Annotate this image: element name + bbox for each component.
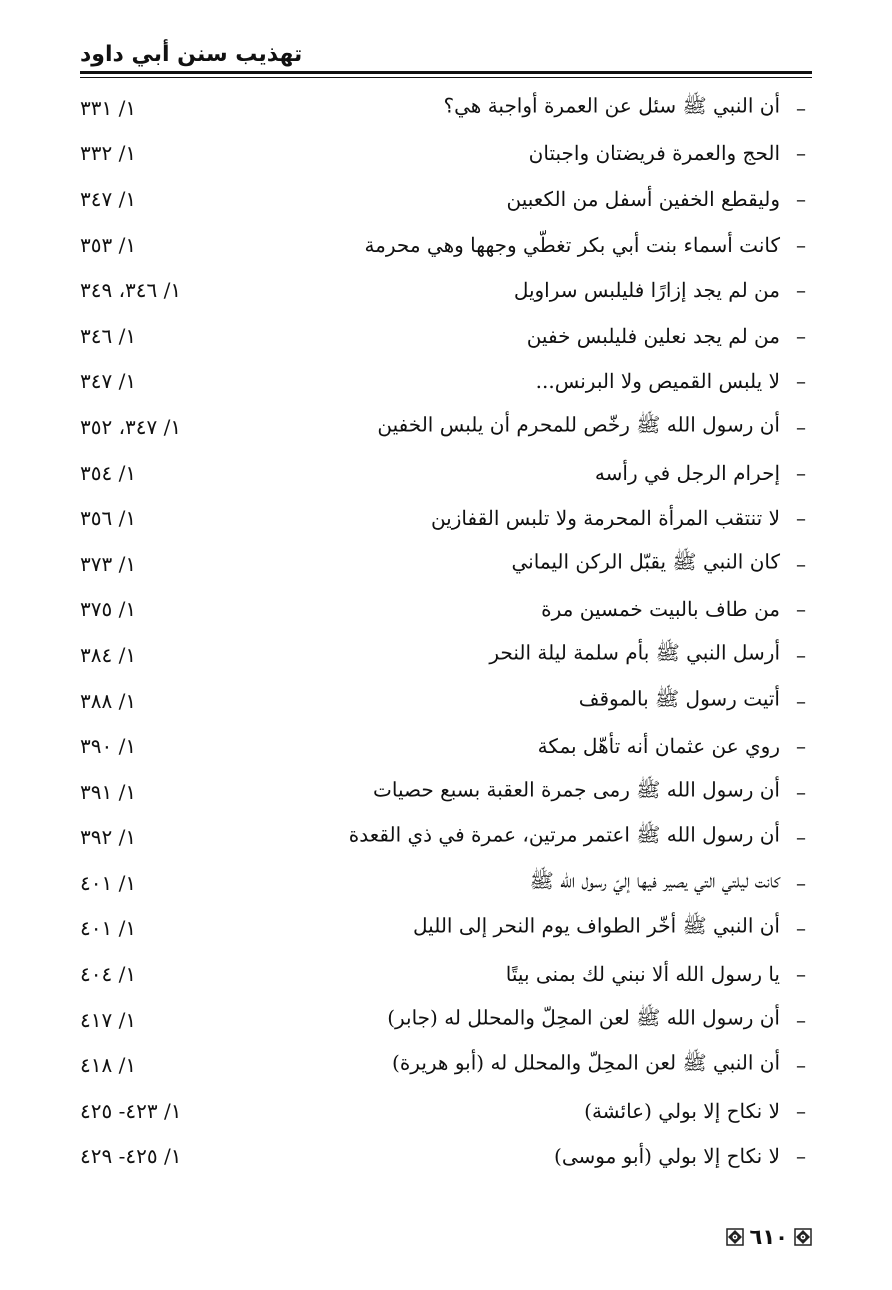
index-entry	[80, 176, 812, 222]
index-entry	[80, 632, 812, 678]
entry-hadith-text: أن النبي ﷺ سئل عن العمرة أواجبة هي؟	[443, 93, 780, 118]
index-entry	[80, 85, 812, 131]
index-entry	[80, 997, 812, 1043]
entry-bullet-dash: –	[796, 734, 806, 759]
entry-hadith-text: من لم يجد نعلين فليلبس خفين	[526, 323, 780, 348]
entry-bullet-dash: –	[796, 414, 806, 439]
entry-bullet-dash: –	[796, 916, 806, 941]
entry-page-reference: ١/ ٤٢٥- ٤٢٩	[80, 1144, 182, 1169]
running-header-title: تهذيب سنن أبي داود	[80, 42, 303, 67]
index-entry	[80, 267, 812, 313]
header-rule-thick	[80, 71, 812, 74]
page-header	[80, 38, 812, 78]
entry-page-reference: ١/ ٣٩١	[80, 779, 137, 804]
entry-bullet-dash: –	[796, 1007, 806, 1032]
entry-hadith-text: من لم يجد إزارًا فليلبس سراويل	[513, 278, 780, 303]
entry-page-reference: ١/ ٣٧٣	[80, 551, 137, 576]
entry-hadith-text: روي عن عثمان أنه تأهّل بمكة	[537, 734, 780, 759]
floral-ornament-icon	[726, 1228, 744, 1246]
entry-page-reference: ١/ ٣٤٧، ٣٥٢	[80, 414, 182, 439]
index-entry	[80, 815, 812, 861]
index-entry	[80, 1042, 812, 1088]
entry-page-reference: ١/ ٤١٧	[80, 1007, 137, 1032]
entry-page-reference: ١/ ٤١٨	[80, 1053, 137, 1078]
entry-bullet-dash: –	[796, 779, 806, 804]
floral-ornament-icon	[794, 1228, 812, 1246]
entry-bullet-dash: –	[796, 460, 806, 485]
index-entry	[80, 359, 812, 405]
entry-hadith-text: أتيت رسول ﷺ بالموقف	[578, 686, 780, 711]
index-entry	[80, 860, 812, 906]
entry-hadith-text: أن رسول الله ﷺ اعتمر مرتين، عمرة في ذي القعدة	[348, 822, 780, 847]
entry-hadith-text: وليقطع الخفين أسفل من الكعبين	[506, 186, 780, 211]
entry-hadith-text: أن النبي ﷺ أخّر الطواف يوم النحر إلى الليل	[413, 913, 780, 938]
entry-bullet-dash: –	[796, 1098, 806, 1123]
entry-page-reference: ١/ ٣٤٧	[80, 369, 137, 394]
entry-bullet-dash: –	[796, 506, 806, 531]
entry-bullet-dash: –	[796, 95, 806, 120]
entry-bullet-dash: –	[796, 141, 806, 166]
entry-bullet-dash: –	[796, 642, 806, 667]
entry-hadith-text: يا رسول الله ألا نبني لك بمنى بيتًا	[505, 962, 780, 987]
entry-hadith-text: لا يلبس القميص ولا البرنس...	[535, 369, 780, 394]
index-entry	[80, 678, 812, 724]
header-rule-thin	[80, 77, 812, 78]
index-entry	[80, 769, 812, 815]
index-entry	[80, 541, 812, 587]
entry-page-reference: ١/ ٤٠١	[80, 916, 137, 941]
entry-hadith-text: لا تنتقب المرأة المحرمة ولا تلبس القفازين	[430, 506, 780, 531]
entry-page-reference: ١/ ٤٠١	[80, 870, 137, 895]
index-entry	[80, 906, 812, 952]
entry-hadith-text: كانت أسماء بنت أبي بكر تغطّي وجهها وهي محرمة	[364, 232, 780, 257]
entry-bullet-dash: –	[796, 369, 806, 394]
entry-bullet-dash: –	[796, 1053, 806, 1078]
entry-hadith-text: إحرام الرجل في رأسه	[594, 460, 780, 485]
entry-hadith-text: الحج والعمرة فريضتان واجبتان	[528, 141, 780, 166]
index-entry	[80, 450, 812, 496]
index-entry	[80, 131, 812, 177]
entry-bullet-dash: –	[796, 278, 806, 303]
entry-page-reference: ١/ ٣٤٦، ٣٤٩	[80, 278, 182, 303]
entry-page-reference: ١/ ٣٨٤	[80, 642, 137, 667]
entry-bullet-dash: –	[796, 1144, 806, 1169]
entry-page-reference: ١/ ٣٨٨	[80, 688, 137, 713]
entry-page-reference: ١/ ٣٤٦	[80, 323, 137, 348]
entry-page-reference: ١/ ٣٣٢	[80, 141, 137, 166]
index-entry	[80, 404, 812, 450]
entry-page-reference: ١/ ٣٥٦	[80, 506, 137, 531]
entry-page-reference: ١/ ٣٧٥	[80, 597, 137, 622]
index-entry	[80, 1134, 812, 1180]
entry-hadith-text: أن رسول الله ﷺ رخّص للمحرم أن يلبس الخفين	[377, 412, 780, 437]
entry-bullet-dash: –	[796, 323, 806, 348]
entry-page-reference: ١/ ٣٩٢	[80, 825, 137, 850]
index-entry	[80, 1088, 812, 1134]
index-entry	[80, 951, 812, 997]
entry-page-reference: ١/ ٣٩٠	[80, 734, 137, 759]
entry-bullet-dash: –	[796, 962, 806, 987]
entry-page-reference: ١/ ٣٥٤	[80, 460, 137, 485]
entry-page-reference: ١/ ٣٤٧	[80, 186, 137, 211]
entry-bullet-dash: –	[796, 232, 806, 257]
entry-page-reference: ١/ ٣٥٣	[80, 232, 137, 257]
entry-hadith-text: أن رسول الله ﷺ رمى جمرة العقبة بسبع حصيات	[373, 777, 780, 802]
entry-bullet-dash: –	[796, 870, 806, 895]
page-footer	[726, 1222, 812, 1252]
entry-hadith-text: أرسل النبي ﷺ بأم سلمة ليلة النحر	[489, 640, 780, 665]
index-entries-list	[80, 85, 812, 1179]
index-entry	[80, 313, 812, 359]
entry-hadith-text: أن رسول الله ﷺ لعن المحِلّ والمحلل له (جابر)	[387, 1005, 780, 1030]
index-entry	[80, 222, 812, 268]
entry-page-reference: ١/ ٤٢٣- ٤٢٥	[80, 1098, 182, 1123]
entry-bullet-dash: –	[796, 688, 806, 713]
entry-hadith-text: أن النبي ﷺ لعن المحِلّ والمحلل له (أبو هريرة)	[392, 1050, 780, 1075]
entry-hadith-text: لا نكاح إلا بولي (عائشة)	[584, 1098, 780, 1123]
entry-bullet-dash: –	[796, 597, 806, 622]
entry-hadith-text: كان النبي ﷺ يقبّل الركن اليماني	[511, 549, 780, 574]
index-entry	[80, 723, 812, 769]
entry-hadith-text: لا نكاح إلا بولي (أبو موسى)	[554, 1144, 780, 1169]
page-number: ٦١٠	[749, 1225, 788, 1249]
index-entry	[80, 587, 812, 633]
index-entry	[80, 495, 812, 541]
entry-hadith-text: من طاف بالبيت خمسين مرة	[541, 597, 780, 622]
entry-bullet-dash: –	[796, 825, 806, 850]
entry-hadith-text: كانت ليلتي التي يصير فيها إليّ رسول الله ﷺ	[529, 868, 780, 893]
entry-bullet-dash: –	[796, 186, 806, 211]
entry-page-reference: ١/ ٣٣١	[80, 95, 137, 120]
entry-bullet-dash: –	[796, 551, 806, 576]
entry-page-reference: ١/ ٤٠٤	[80, 962, 137, 987]
